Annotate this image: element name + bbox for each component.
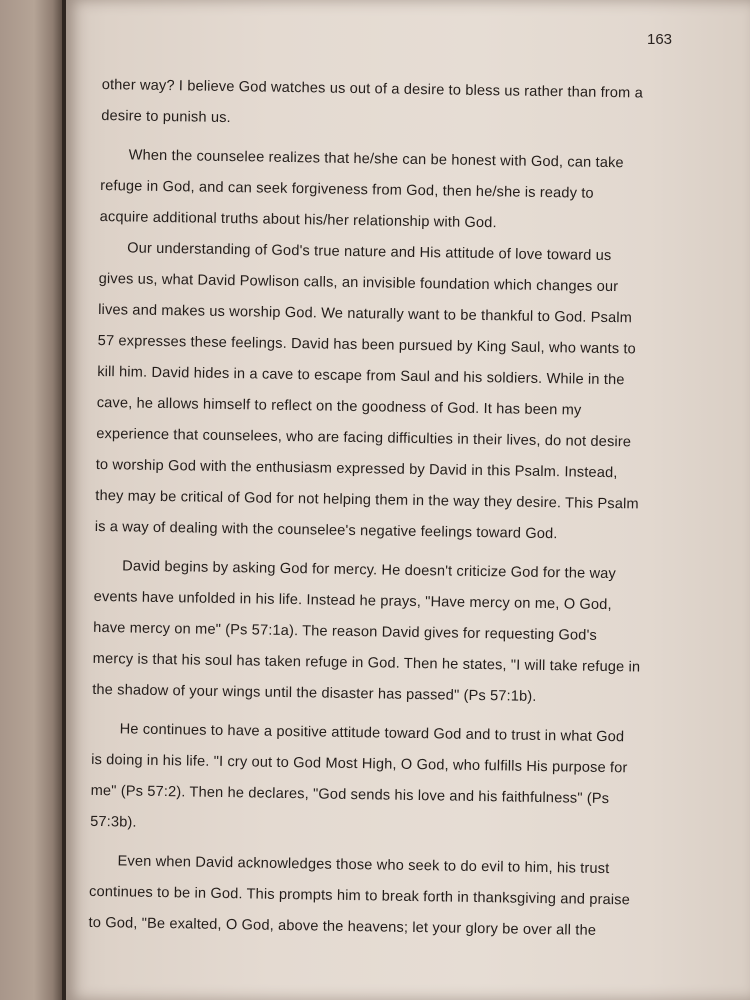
text-line: gives us, what David Powlison calls, an invisible foundation which changes our — [98, 270, 619, 296]
text-line: refuge in God, and can seek forgiveness from God, then he/she is ready to — [100, 177, 594, 202]
paragraph-first-line: David begins by asking God for mercy. He doesn't criticize God for the way — [122, 558, 617, 583]
text-line: continues to be in God. This prompts him to break forth in thanksgiving and praise — [88, 883, 631, 909]
paragraph-first-line: Even when David acknowledges those who seek to do evil to him, his trust — [117, 853, 610, 878]
text-line: kill him. David hides in a cave to escape from Saul and his soldiers. While in the — [97, 363, 625, 389]
text-line: is a way of dealing with the counselee's negative feelings toward God. — [94, 518, 558, 543]
text-line: they may be critical of God for not helping them in the way they desire. This Psalm — [95, 487, 639, 513]
text-line: 57:3b). — [90, 813, 137, 831]
text-line: desire to punish us. — [101, 107, 231, 127]
text-line: events have unfolded in his life. Instead he prays, "Have mercy on me, O God, — [93, 588, 612, 614]
text-line: have mercy on me" (Ps 57:1a). The reason David gives for requesting God's — [93, 619, 598, 644]
text-line: acquire additional truths about his/her relationship with God. — [99, 208, 497, 232]
text-line: experience that counselees, who are facing difficulties in their lives, do not desire — [96, 425, 632, 451]
text-line: the shadow of your wings until the disaster has passed" (Ps 57:1b). — [92, 681, 537, 705]
text-line: cave, he allows himself to reflect on the goodness of God. It has been my — [96, 394, 582, 419]
text-line: mercy is that his soul has taken refuge in God. Then he states, "I will take refuge in — [92, 650, 641, 676]
text-line: to worship God with the enthusiasm expressed by David in this Psalm. Instead, — [95, 456, 618, 482]
text-line: to God, "Be exalted, O God, above the heavens; let your glory be over all the — [88, 914, 597, 939]
text-line: 57 expresses these feelings. David has been pursued by King Saul, who wants to — [97, 332, 637, 358]
body-text — [88, 70, 690, 948]
text-line: lives and makes us worship God. We naturally want to be thankful to God. Psalm — [98, 301, 633, 327]
paragraph-first-line: He continues to have a positive attitude toward God and to trust in what God — [119, 721, 625, 746]
text-line: me" (Ps 57:2). Then he declares, "God sends his love and his faithfulness" (Ps — [90, 782, 610, 808]
text-line: other way? I believe God watches us out of a desire to bless us rather than from a — [101, 76, 644, 102]
paragraph-first-line: When the counselee realizes that he/she can be honest with God, can take — [128, 147, 624, 172]
text-line: is doing in his life. "I cry out to God Most High, O God, who fulfills His purpose for — [91, 751, 628, 777]
paragraph-first-line: Our understanding of God's true nature and His attitude of love toward us — [127, 240, 612, 265]
page-number: 163 — [647, 31, 673, 48]
left-page-edge — [0, 0, 62, 1000]
